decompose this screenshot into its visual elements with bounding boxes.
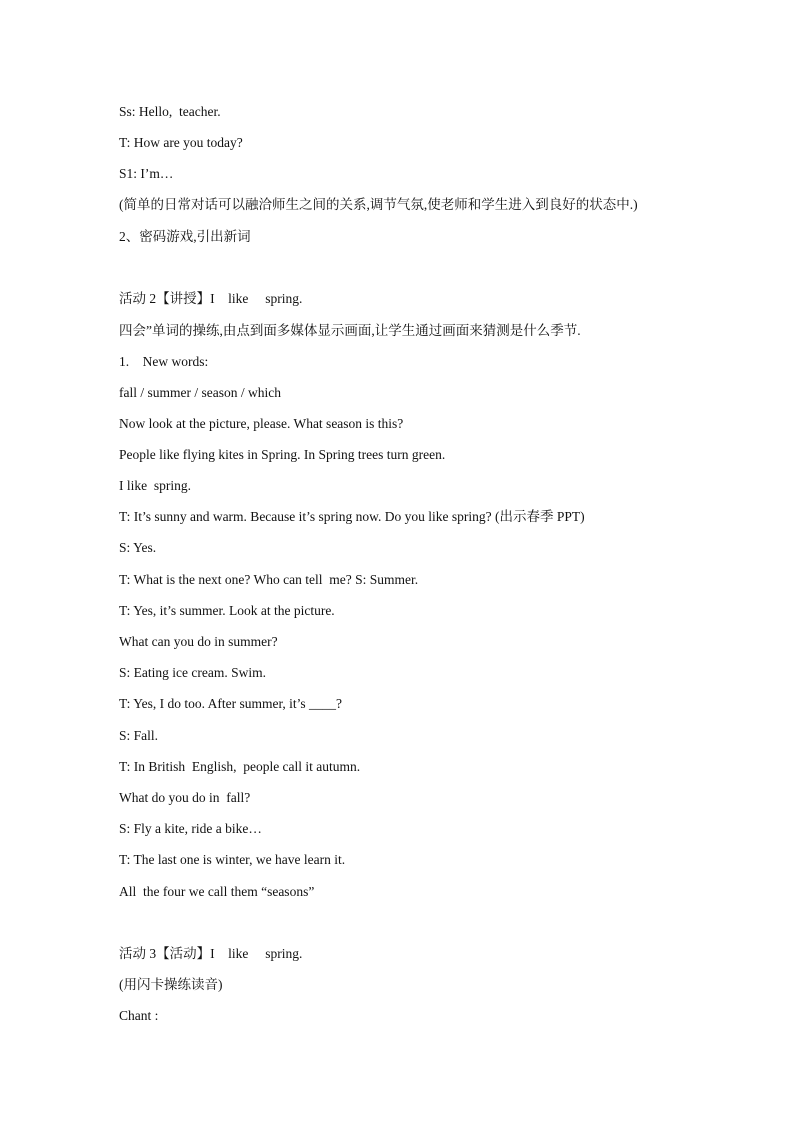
- chant-label: Chant :: [119, 1008, 159, 1023]
- dialogue-line: T: Yes, I do too. After summer, it’s ____?: [119, 696, 343, 711]
- dialogue-line: T: How are you today?: [119, 135, 243, 150]
- dialogue-line: S: Yes.: [119, 540, 157, 555]
- dialogue-line: I like spring.: [119, 478, 191, 493]
- note-line: (简单的日常对话可以融洽师生之间的关系,调节气氛,使老师和学生进入到良好的状态中.): [119, 197, 638, 212]
- activity-heading: 活动 2【讲授】I like spring.: [119, 291, 303, 306]
- dialogue-line: People like flying kites in Spring. In Spring trees turn green.: [119, 447, 446, 462]
- dialogue-line: T: What is the next one? Who can tell me? S: Summer.: [119, 572, 419, 587]
- dialogue-line: T: Yes, it’s summer. Look at the picture.: [119, 603, 335, 618]
- dialogue-line: S: Eating ice cream. Swim.: [119, 665, 266, 680]
- activity-description: 四会”单词的操练,由点到面多媒体显示画面,让学生通过画面来猜测是什么季节.: [119, 323, 581, 338]
- dialogue-line: Now look at the picture, please. What season is this?: [119, 416, 404, 431]
- step-heading: 2、密码游戏,引出新词: [119, 229, 251, 244]
- dialogue-line: What can you do in summer?: [119, 634, 278, 649]
- dialogue-line: S: Fly a kite, ride a bike…: [119, 821, 262, 836]
- dialogue-line: S1: I’m…: [119, 166, 174, 181]
- dialogue-line: All the four we call them “seasons”: [119, 884, 315, 899]
- dialogue-line: T: In British English, people call it autumn.: [119, 759, 361, 774]
- dialogue-line: S: Fall.: [119, 728, 159, 743]
- vocabulary-line: fall / summer / season / which: [119, 385, 281, 400]
- dialogue-line: T: It’s sunny and warm. Because it’s spring now. Do you like spring? (出示春季 PPT): [119, 509, 585, 524]
- note-line: (用闪卡操练读音): [119, 977, 223, 992]
- activity-heading: 活动 3【活动】I like spring.: [119, 946, 303, 961]
- dialogue-line: What do you do in fall?: [119, 790, 251, 805]
- dialogue-line: Ss: Hello, teacher.: [119, 104, 221, 119]
- dialogue-line: T: The last one is winter, we have learn it.: [119, 852, 346, 867]
- list-item: 1. New words:: [119, 354, 209, 369]
